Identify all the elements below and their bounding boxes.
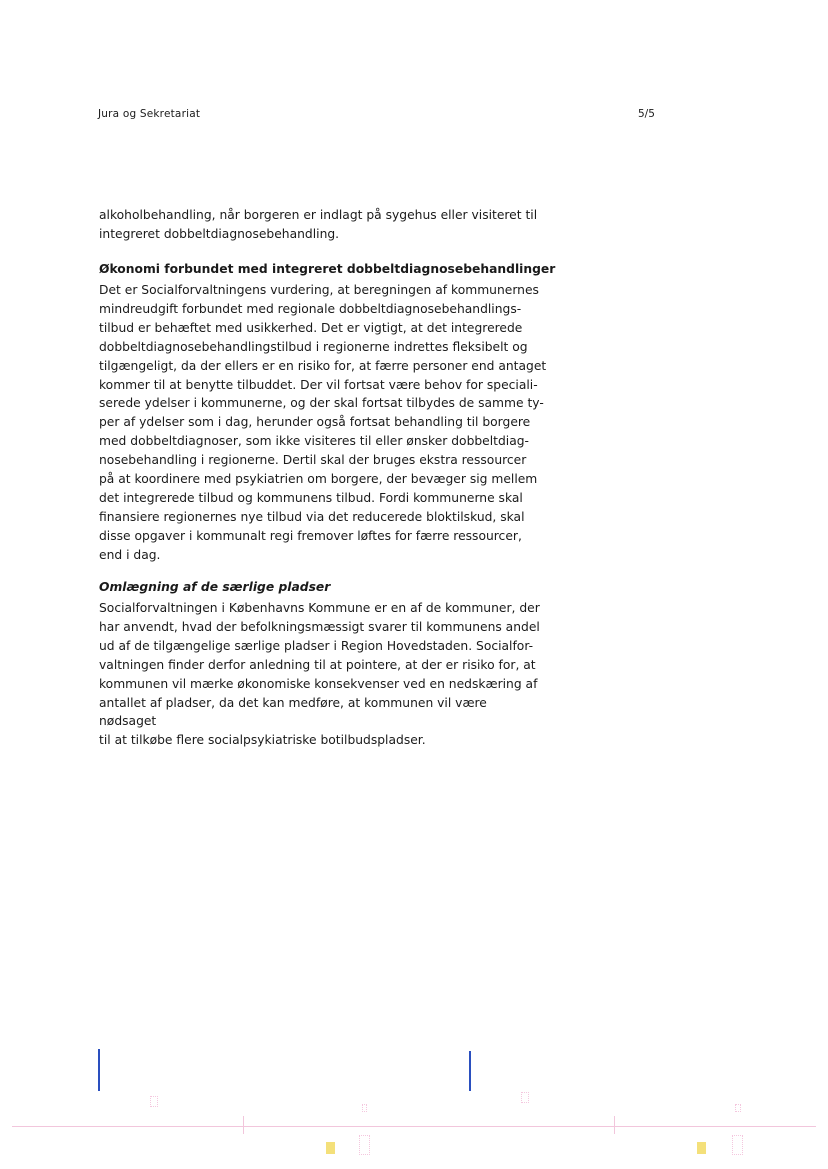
paragraph-economy: Det er Socialforvaltningens vurdering, at beregningen af kommunernes mindreudgift forbundet med regionale dobbeltdiagnosebehandlings- tilbud er behæftet med usikkerhed. Det er vigtigt, at det integrerede dobbeltdiagnosebehandlingstilbud i regionerne indrettes fleksibelt og tilgængeligt, da der ellers er en risiko for, at færre personer end antaget kommer til at benytte tilbuddet. Der vil fortsat være behov for speciali- serede ydelser i kommunerne, og der skal fortsat tilbydes de samme ty- per af ydelser som i dag, herunder også fortsat behandling til borgere med dobbeltdiagnoser, som ikke visiteres til eller ønsker dobbeltdiag- nosebehandling i regionerne. Dertil skal der bruges ekstra ressourcer på at koordinere med psykiatrien om borgere, der bevæger sig mellem det integrerede tilbud og kommunens tilbud. Fordi kommunerne skal finansiere regionernes nye tilbud via det reducerede bloktilskud, skal disse opgaver i kommunalt regi fremover løftes for færre ressourcer, end i dag.: [99, 283, 547, 562]
scan-mark-center: [469, 1051, 471, 1091]
yellow-mark: [697, 1142, 706, 1154]
footer-tick-right: [614, 1116, 615, 1134]
footer-rule: [12, 1126, 816, 1127]
footer-tick-left: [243, 1116, 244, 1134]
faint-mark: [359, 1135, 370, 1155]
faint-mark: [362, 1104, 367, 1112]
header-page-number: 5/5: [638, 108, 655, 120]
faint-mark: [732, 1135, 743, 1155]
yellow-mark: [326, 1142, 335, 1154]
section-heading-economy: Økonomi forbundet med integreret dobbeltdiagnosebehandlinger: [99, 262, 556, 276]
paragraph-intro: alkoholbehandling, når borgeren er indlagt på sygehus eller visiteret til integreret dobbeltdiagnosebehandling.: [99, 208, 538, 241]
paragraph-special-places: Socialforvaltningen i Københavns Kommune er en af de kommuner, der har anvendt, hvad der befolkningsmæssigt svarer til kommunens andel ud af de tilgængelige særlige pladser i Region Hovedstaden. Socialfor- valtningen finder derfor anledning til at pointere, at der er risiko for, at kommunen vil mærke økonomiske konsekvenser ved en nedskæring af antallet af pladser, da det kan medføre, at kommunen vil være nødsaget til at tilkøbe flere socialpsykiatriske botilbudspladser.: [99, 601, 540, 748]
faint-mark: [521, 1092, 529, 1103]
faint-mark: [735, 1104, 741, 1112]
section-heading-special-places: Omlægning af de særlige pladser: [99, 580, 331, 594]
scan-mark-left: [98, 1049, 100, 1091]
header-department: Jura og Sekretariat: [98, 108, 201, 120]
faint-mark: [150, 1096, 158, 1107]
